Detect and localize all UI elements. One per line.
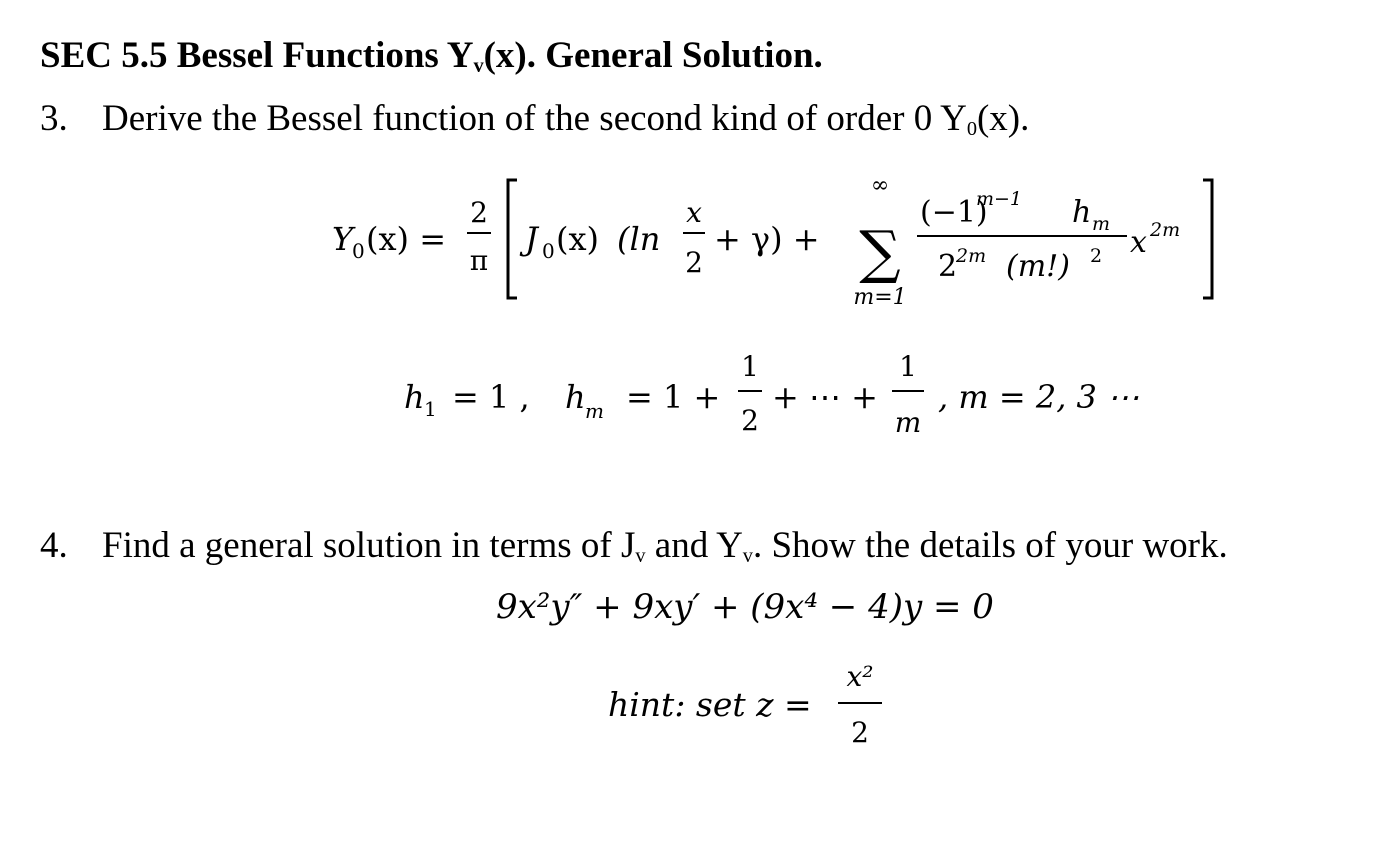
hm-symbol: h: [565, 378, 586, 416]
section-heading: SEC 5.5 Bessel Functions $Y_v(x)$. General Solution.: [40, 35, 823, 78]
m-range: , m = 2, 3 ⋯: [938, 378, 1140, 416]
term-numerator-h-subscript: m: [1092, 213, 1111, 235]
first-fraction-numerator: 1: [741, 350, 759, 383]
h1-symbol: h: [404, 378, 425, 416]
right-bracket: [1203, 180, 1212, 298]
last-fraction-denominator: m: [894, 406, 922, 439]
term-denominator-base: 2: [938, 249, 958, 284]
h1-subscript: 1: [424, 397, 437, 421]
coefficient-numerator: 2: [470, 196, 488, 229]
problem-number: 3.: [40, 98, 68, 139]
term-denominator-exponent: 2m: [956, 245, 987, 267]
j0-argument: (x): [556, 220, 600, 258]
first-fraction-denominator: 2: [741, 404, 759, 437]
term-x: x: [1130, 225, 1147, 260]
hint-numerator: x²: [846, 660, 874, 693]
j0-symbol: J: [525, 220, 538, 258]
term-denominator-factorial: (m!): [1006, 249, 1070, 284]
y0-symbol: Y: [332, 220, 354, 258]
ellipsis-terms: + ⋯ +: [772, 378, 878, 416]
h1-equals: = 1 ,: [452, 378, 530, 416]
ln-open: (ln: [617, 220, 661, 258]
ln-close: + γ) +: [714, 220, 820, 258]
ln-fraction-denominator: 2: [685, 246, 703, 279]
coefficient-denominator: π: [469, 244, 489, 277]
y0-subscript: 0: [352, 239, 365, 263]
bessel-y0-formula: [332, 173, 1212, 310]
left-bracket: [508, 180, 517, 298]
term-numerator-h: h: [1072, 195, 1092, 230]
term-denominator-factorial-exponent: 2: [1090, 245, 1103, 267]
last-fraction-numerator: 1: [899, 350, 917, 383]
problem-number: 4.: [40, 525, 68, 566]
hint-label: hint: set z =: [608, 685, 812, 724]
ln-fraction-numerator: x: [686, 196, 702, 229]
sum-symbol: ∑: [859, 218, 901, 286]
hm-equals: = 1 +: [626, 378, 721, 416]
hint-formula: [608, 660, 882, 749]
problem-4-statement: 4. Find a general solution in terms of $J_v$ and $Y_v$. Show the details of your work.: [40, 525, 1228, 568]
problem-3-statement: 3. Derive the Bessel function of the second kind of order 0 $Y_0(x)$.: [40, 98, 1030, 141]
term-numerator-exponent: m−1: [976, 188, 1023, 210]
term-x-exponent: 2m: [1150, 219, 1181, 241]
harmonic-number-formula: [404, 350, 1139, 439]
differential-equation: 9x²y″ + 9xy′ + (9x⁴ − 4)y = 0: [496, 587, 994, 627]
sum-lower-limit: m=1: [853, 285, 907, 310]
hint-denominator: 2: [851, 716, 869, 749]
j0-subscript: 0: [542, 239, 555, 263]
hm-subscript: m: [585, 399, 604, 423]
sum-upper-limit: ∞: [870, 173, 890, 198]
y0-argument: (x) =: [366, 220, 446, 258]
term-numerator: (−1): [920, 195, 988, 230]
